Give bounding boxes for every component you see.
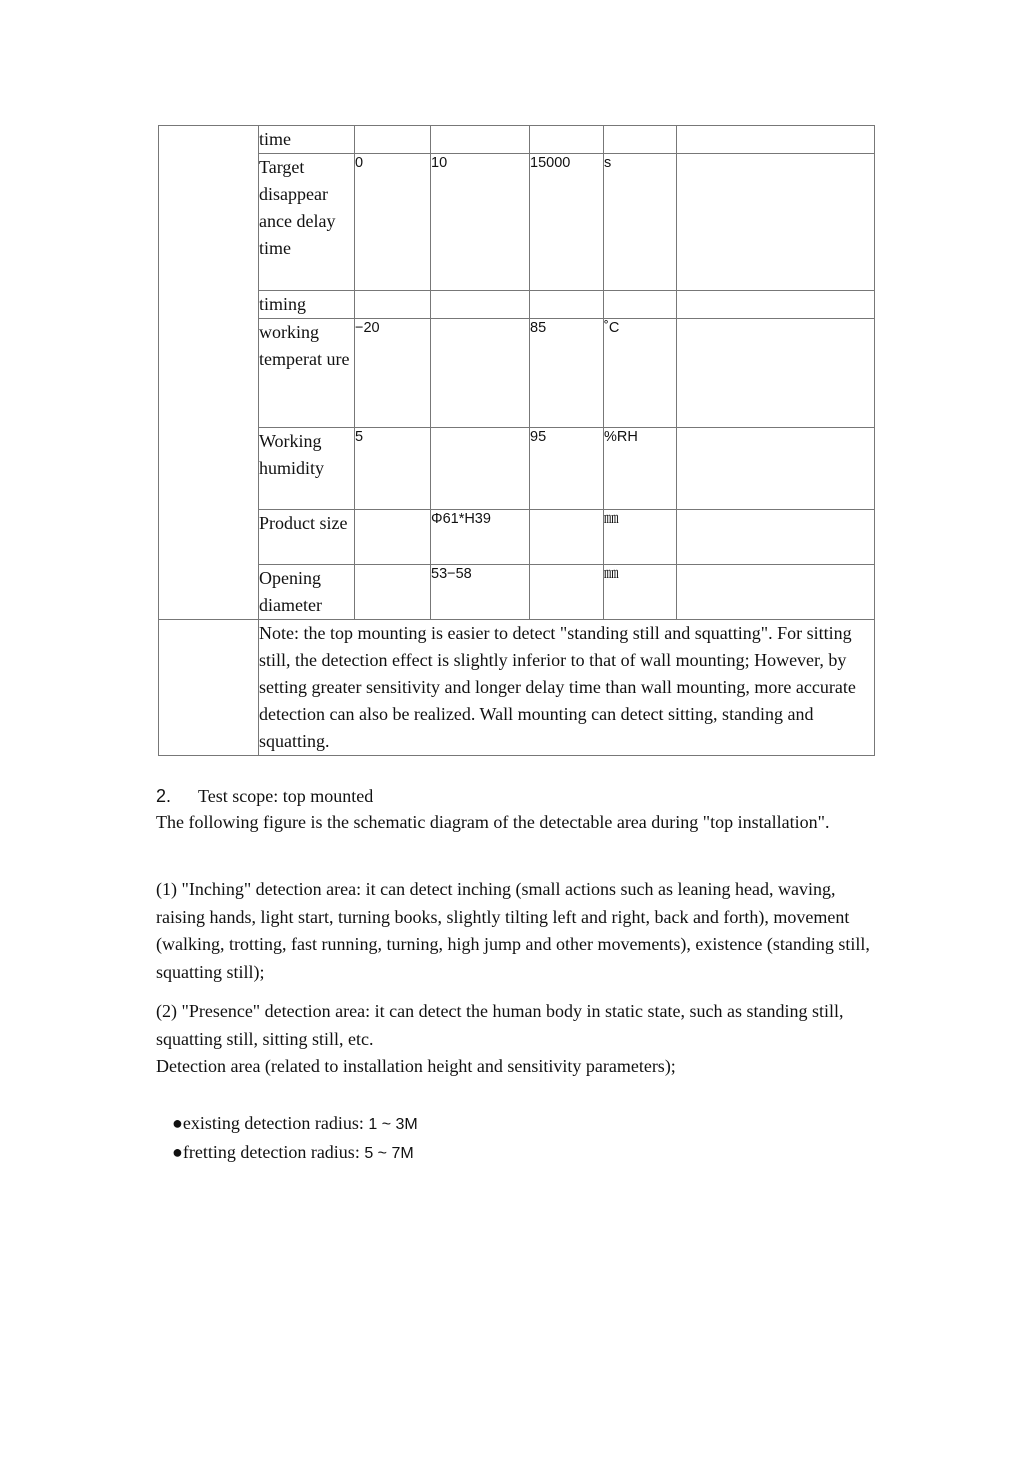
max-cell: 85: [530, 319, 604, 428]
param-cell: Opening diameter: [259, 565, 355, 620]
presence-line: (2) "Presence" detection area: it can detect the human body in static state, such as standing still, squatting still, sitting still, etc.: [156, 1001, 844, 1049]
unit-cell: ㎜: [604, 565, 677, 620]
max-cell: [530, 565, 604, 620]
bullet-label: ●existing detection radius:: [172, 1113, 369, 1133]
remark-cell: [677, 510, 875, 565]
presence-paragraph: [156, 998, 876, 1081]
table-row: [159, 319, 875, 428]
table-row: [159, 510, 875, 565]
unit-cell: %RH: [604, 428, 677, 510]
detection-area-line: Detection area (related to installation height and sensitivity parameters);: [156, 1056, 676, 1076]
bullet-label: ●fretting detection radius:: [172, 1141, 365, 1162]
remark-cell: [677, 565, 875, 620]
max-cell: 15000: [530, 154, 604, 291]
max-cell: 95: [530, 428, 604, 510]
param-cell: Product size: [259, 510, 355, 565]
section-intro: The following figure is the schematic diagram of the detectable area during "top installation".: [156, 812, 830, 832]
remark-cell: [677, 126, 875, 154]
min-cell: 5: [355, 428, 431, 510]
param-cell: working temperat ure: [259, 319, 355, 428]
table-row: [159, 154, 875, 291]
category-cell: [159, 620, 259, 756]
bullet-value: 5 ~ 7M: [364, 1144, 414, 1162]
typ-cell: [431, 291, 530, 319]
typ-cell: [431, 428, 530, 510]
typ-cell: [431, 126, 530, 154]
inching-paragraph: (1) "Inching" detection area: it can detect inching (small actions such as leaning head, waving, raising hands, light start, turning books, slightly tilting left and right, back and forth), movement (walking, trotting, fast running, turning, high jump and other movements), existence (standing still, squatting still);: [156, 879, 870, 982]
remark-cell: [677, 291, 875, 319]
typ-cell: 10: [431, 154, 530, 291]
remark-cell: [677, 319, 875, 428]
min-cell: −20: [355, 319, 431, 428]
param-cell: timing: [259, 291, 355, 319]
typ-cell: [431, 319, 530, 428]
param-cell: Working humidity: [259, 428, 355, 510]
bullet-list: [172, 1110, 418, 1167]
min-cell: [355, 291, 431, 319]
bullet-value: 1 ~ 3M: [368, 1116, 418, 1133]
remark-cell: [677, 154, 875, 291]
list-item: [172, 1139, 418, 1168]
typ-cell: Φ61*H39: [431, 510, 530, 565]
max-cell: [530, 126, 604, 154]
unit-cell: [604, 291, 677, 319]
unit-cell: ˚C: [604, 319, 677, 428]
table-row: [159, 565, 875, 620]
section-title: Test scope: top mounted: [198, 786, 374, 806]
table-row: [159, 291, 875, 319]
note-cell: Note: the top mounting is easier to detect "standing still and squatting". For sitting still, the detection effect is slightly inferior to that of wall mounting; However, by setting greater sensitivity and longer delay time than wall mounting, more accurate detection can also be realized. Wall mounting can detect sitting, standing and squatting.: [259, 620, 875, 756]
min-cell: [355, 126, 431, 154]
spec-table: [158, 125, 875, 756]
section-number: 2.: [156, 786, 172, 806]
unit-cell: ㎜: [604, 510, 677, 565]
min-cell: 0: [355, 154, 431, 291]
list-item: [172, 1110, 418, 1139]
min-cell: [355, 565, 431, 620]
typ-cell: 53−58: [431, 565, 530, 620]
table-row: [159, 428, 875, 510]
table-row-note: [159, 620, 875, 756]
remark-cell: [677, 428, 875, 510]
category-cell: [159, 126, 259, 620]
max-cell: [530, 510, 604, 565]
param-cell: Target disappear ance delay time: [259, 154, 355, 291]
min-cell: [355, 510, 431, 565]
param-cell: time: [259, 126, 355, 154]
table-row: [159, 126, 875, 154]
unit-cell: s: [604, 154, 677, 291]
unit-cell: [604, 126, 677, 154]
section-heading: [156, 784, 373, 808]
max-cell: [530, 291, 604, 319]
